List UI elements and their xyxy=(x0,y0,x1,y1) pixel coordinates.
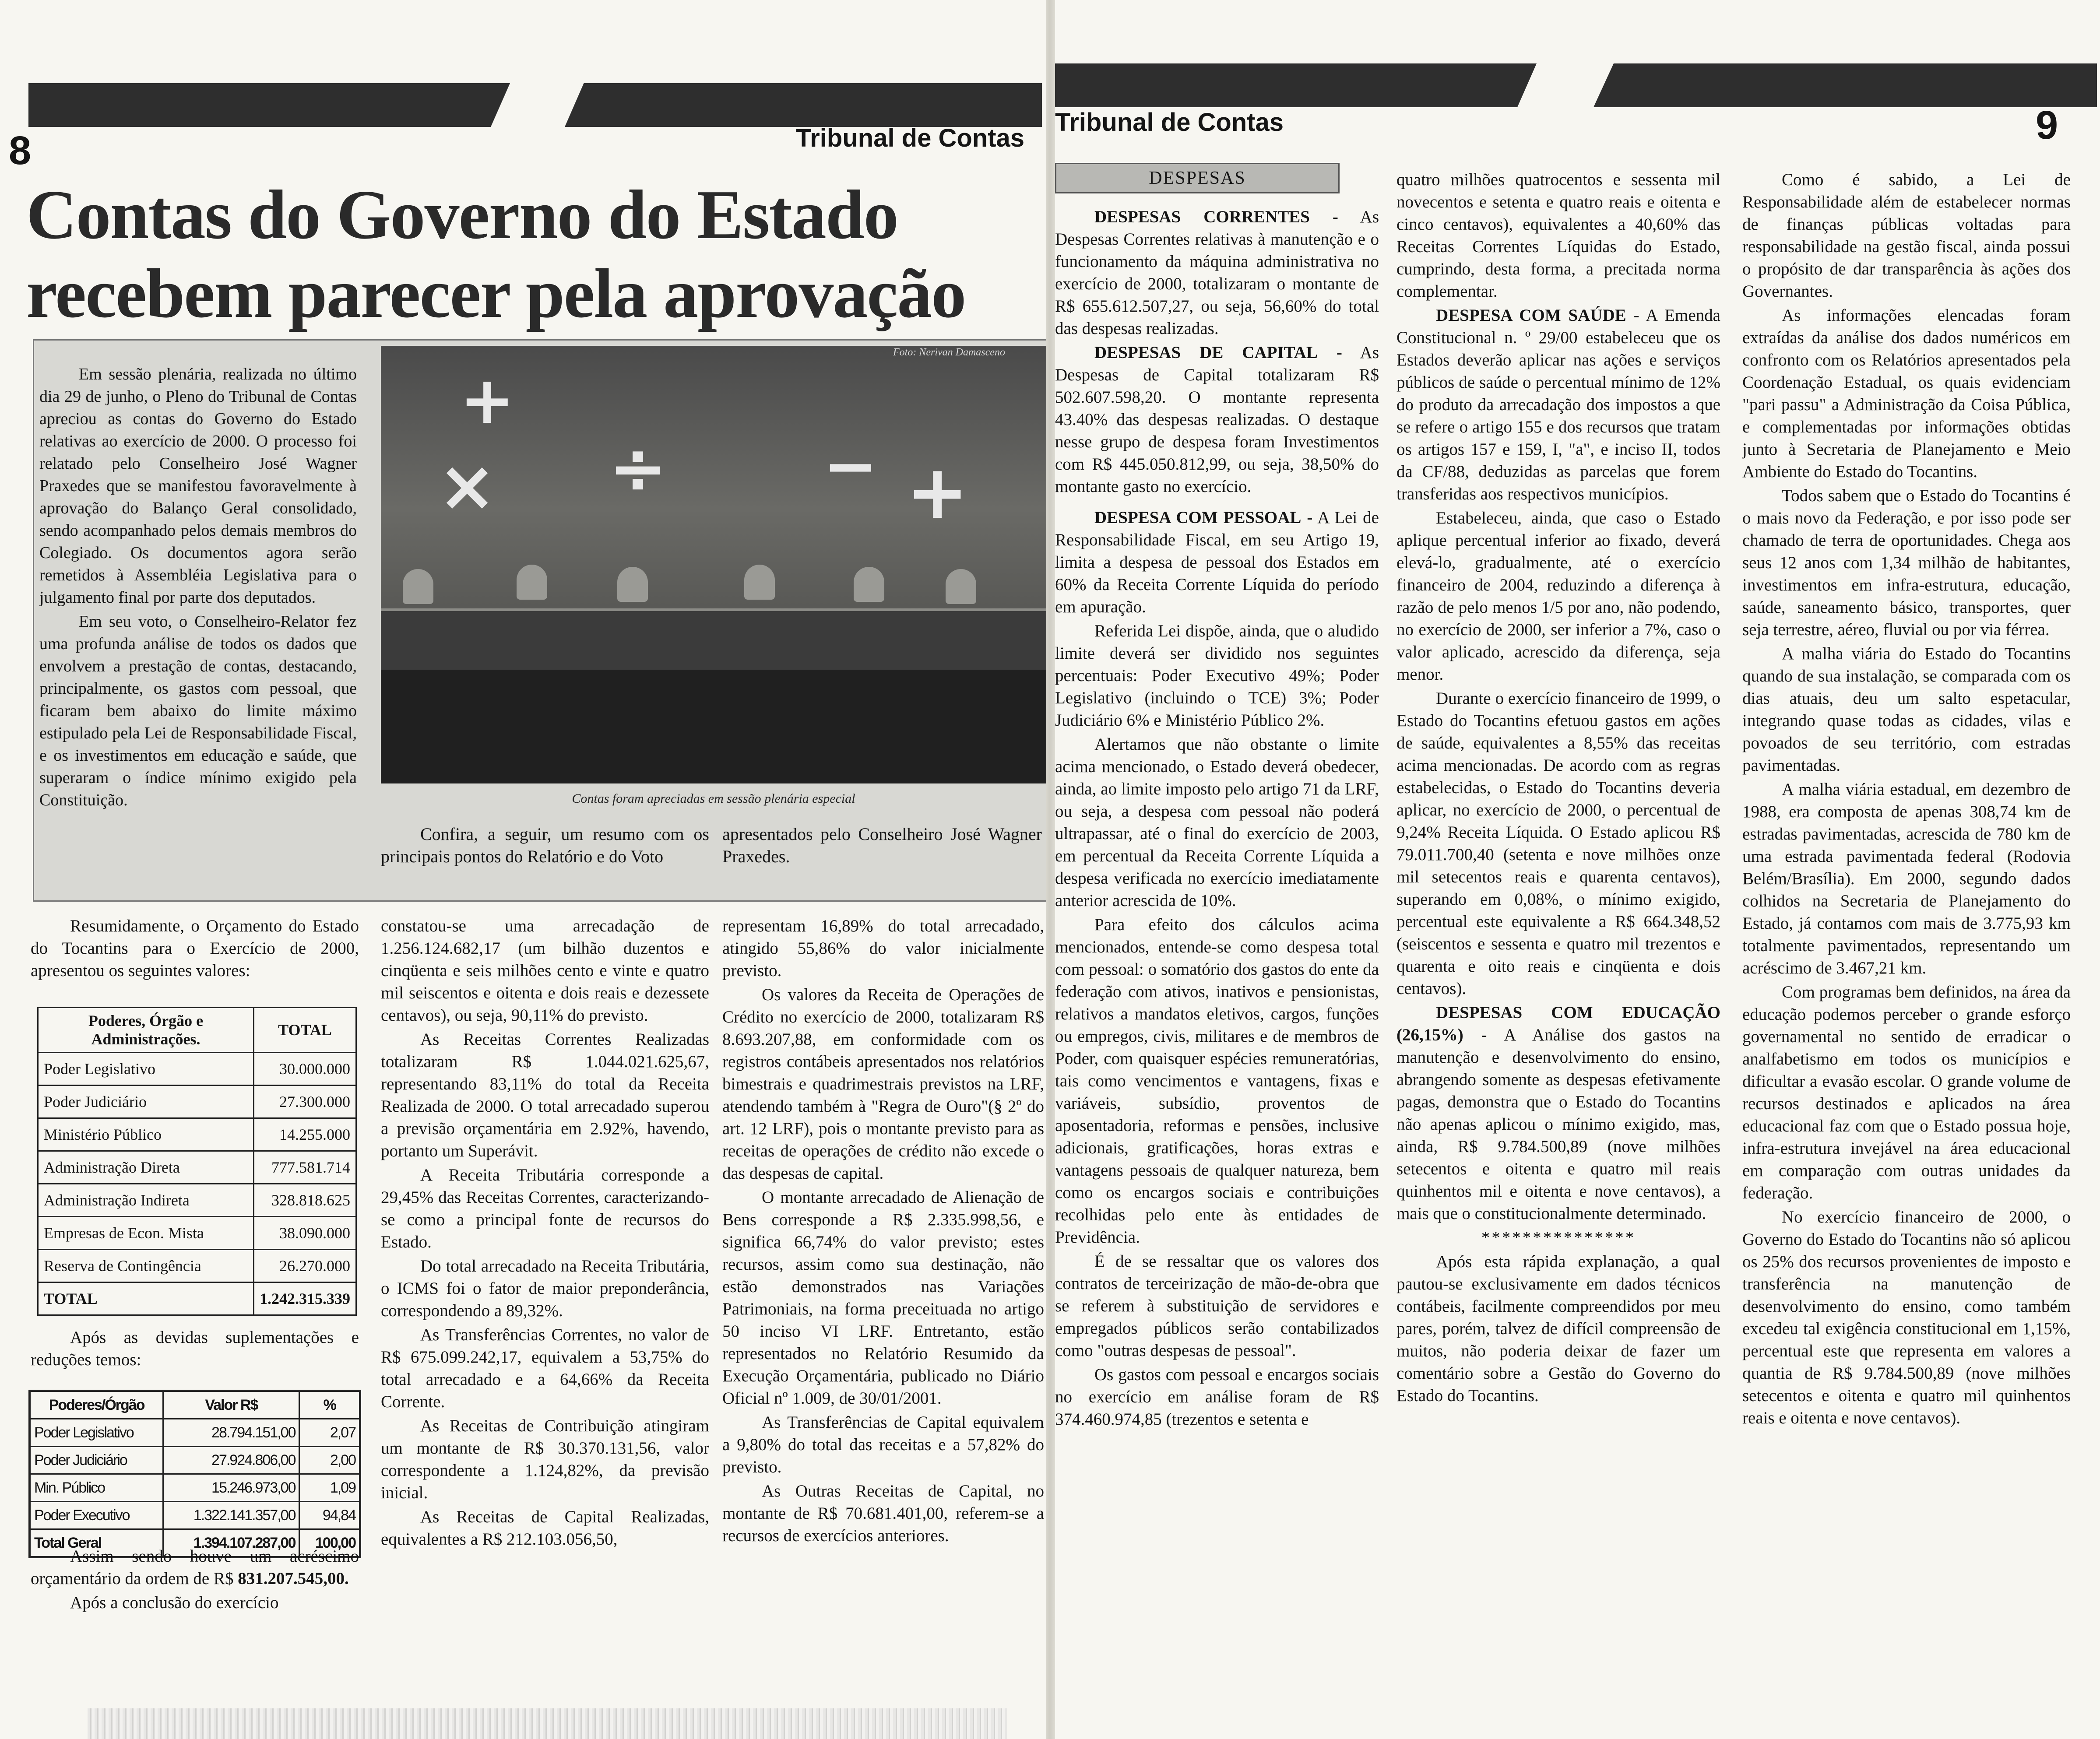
minus-symbol: − xyxy=(823,428,878,504)
divide-symbol: ÷ xyxy=(609,427,668,509)
table-row: Poder Legislativo 30.000.000 xyxy=(38,1053,356,1086)
supplement-table: Poderes/Órgão Valor R$ % Poder Legislativo 28.794.151,00 2,07 Poder Judiciário 27.924.806,00 2,00 Min. Público 15.246.973,00 1,09 Poder Executivo 1.322.141.357,00 94,84 Total Geral 1.394.107.287,00 100,00 xyxy=(28,1390,361,1558)
photo-caption: Contas foram apreciadas em sessão plenária especial xyxy=(572,791,855,806)
plus-symbol: + xyxy=(906,449,969,536)
paragraph: A malha viária estadual, em dezembro de 1988, era composta de apenas 308,74 km de estradas pavimentadas, acrescida de 780 km de uma estrada pavimentada federal (Rodovia Belém/Brasília). Em 2000, segundo dados colhidos na Secretaria de Planejamento do Estado, já contamos com mais de 3.775,93 km totalmente pavimentados, representando um acréscimo de 3.467,21 km. xyxy=(1742,780,2071,977)
left-column-3 xyxy=(722,915,1044,1676)
table-row: Poder Judiciário 27.924.806,00 2,00 xyxy=(30,1447,360,1474)
left-column-2 xyxy=(381,915,709,1676)
paragraph: É de se ressaltar que os valores dos contratos de terceirização de mão-de-obra que se referem à substituição de servidores e empregados públicos serão contabilizados como "outras despesas de pessoal". xyxy=(1055,1252,1379,1360)
paragraph: DESPESA COM PESSOAL - A Lei de Responsabilidade Fiscal, em seu Artigo 19, limita a despesa de pessoal dos Estados em 60% da Receita Corrente Líquida do período em apuração. xyxy=(1055,508,1379,616)
table-row: Reserva de Contingência 26.270.000 xyxy=(38,1250,356,1282)
person xyxy=(403,569,433,604)
paragraph: quatro milhões quatrocentos e sessenta mil novecentos e setenta e quatro reais e oitenta e cinco centavos), equivalentes a 40,60% das Receitas Correntes Líquidas do Estado, cumprindo, desta forma, a precitada norma complementar. xyxy=(1396,170,1720,301)
paragraph: Os gastos com pessoal e encargos sociais no exercício em análise foram de R$ 374.460.974,85 (trezentos e setenta e xyxy=(1055,1365,1379,1429)
paragraph: Referida Lei dispõe, ainda, que o aludido limite deverá ser dividido nos seguintes percentuais: Poder Executivo 49%; Poder Legislativo (incluindo o TCE) 3%; Poder Judiciário 6% e Ministério Público 2%. xyxy=(1055,622,1379,730)
paragraph: As Receitas de Capital Realizadas, equivalentes a R$ 212.103.056,50, xyxy=(381,1507,709,1549)
right-column-1 xyxy=(1055,206,1379,1659)
paragraph: representam 16,89% do total arrecadado, atingido 55,86% do valor inicialmente previsto. xyxy=(722,917,1044,980)
table-row: Min. Público 15.246.973,00 1,09 xyxy=(30,1474,360,1502)
table-row: Poder Legislativo 28.794.151,00 2,07 xyxy=(30,1419,360,1447)
left-page xyxy=(0,0,1046,1739)
table-row: Administração Indireta 328.818.625 xyxy=(38,1184,356,1217)
photo-credit: Foto: Nerivan Damasceno xyxy=(893,347,1005,358)
person xyxy=(517,565,547,600)
box-column-3: apresentados pelo Conselheiro José Wagner Praxedes. xyxy=(722,824,1042,866)
paragraph: Os valores da Receita de Operações de Crédito no exercício de 2000, totalizaram R$ 8.693.207,88, em conformidade com os registros contábeis apresentados nos relatórios bimestrais e quadrimestrais previstos na LRF, atendendo também à "Regra de Ouro"(§ 2º do art. 12 LRF), pois o montante previsto para as receitas de operações de crédito não excede o das despesas de capital. xyxy=(722,985,1044,1183)
cross-symbol: + xyxy=(460,362,515,439)
paragraph: DESPESA COM SAÚDE - A Emenda Constitucional n. º 29/00 estabeleceu que os Estados deverão aplicar nas ações e serviços públicos de saúde o percentual mínimo de 12% do produto da arrecadação dos impostos a que se refere o artigo 155 e dos recursos que tratam os artigos 157 e 159, I, "a", e inciso II, todos da CF/88, deduzidas as parcelas que forem transferidas aos respectivos municípios. xyxy=(1396,306,1720,503)
page-number: 9 xyxy=(2036,103,2058,148)
session-photo xyxy=(381,346,1046,783)
table-row: Poder Executivo 1.322.141.357,00 94,84 xyxy=(30,1502,360,1529)
header-bar-right-1 xyxy=(1055,63,1537,107)
paragraph: Após as devidas suplementações e reduções temos: xyxy=(31,1328,359,1369)
table-row: Empresas de Econ. Mista 38.090.000 xyxy=(38,1217,356,1250)
header-bar-right-2 xyxy=(1593,63,2097,107)
paragraph: Com programas bem definidos, na área da educação podemos perceber o grande esforço governamental no sentido de erradicar o analfabetismo em todos os municípios e dificultar a evasão escolar. O grande volume de recursos destinados e aplicados na área educacional faz com que o Estado possua hoje, infra-estrutura invejável na área educacional em comparação com outras unidades da federação. xyxy=(1742,983,2071,1202)
paragraph: Assim sendo houve um acréscimo orçamentário da ordem de R$ 831.207.545,00. xyxy=(31,1547,359,1588)
person xyxy=(946,569,976,604)
scan-strip xyxy=(88,1708,1007,1739)
paragraph: Resumidamente, o Orçamento do Estado do Tocantins para o Exercício de 2000, apresentou os seguintes valores: xyxy=(31,917,359,980)
paragraph: A malha viária do Estado do Tocantins quando de sua instalação, se comparada com os dias atuais, deu um salto espetacular, integrando quase todas as cidades, vilas e povoados de seu território, com estradas pavimentadas. xyxy=(1742,644,2071,775)
paragraph: No exercício financeiro de 2000, o Governo do Estado do Tocantins não só aplicou os 25% dos recursos provenientes de imposto e transferência na manutenção de desenvolvimento do ensino, como também excedeu tal exigência constitucional em 1,15%, percentual este que representa em valores a quantia de R$ 9.784.500,89 (nove milhões setecentos e oitenta e quatro mil quinhentos reais e oitenta e nove centavos). xyxy=(1742,1208,2071,1427)
person xyxy=(744,565,775,600)
section-title: Tribunal de Contas xyxy=(796,124,1025,152)
table-total-row: TOTAL 1.242.315.339 xyxy=(38,1282,356,1315)
right-column-2 xyxy=(1396,169,1720,1665)
paragraph: A Receita Tributária corresponde a 29,45% das Receitas Correntes, caracterizando-se como a principal fonte de recursos do Estado. xyxy=(381,1166,709,1251)
table-row: Ministério Público 14.255.000 xyxy=(38,1118,356,1151)
headline-line-2: recebem parecer pela aprovação xyxy=(26,254,966,332)
person xyxy=(854,567,884,602)
headline-line-1: Contas do Governo do Estado xyxy=(26,176,898,253)
paragraph: As Receitas de Contribuição atingiram um montante de R$ 30.370.131,56, valor correspondente a 1.124,82%, da previsão inicial. xyxy=(381,1416,709,1502)
budget-table xyxy=(37,1007,357,1316)
paragraph: DESPESAS COM EDUCAÇÃO (26,15%) - A Análise dos gastos na manutenção e desenvolvimento do ensino, abrangendo somente as despesas efetivamente pagas, demonstra que o Estado do Tocantins não apenas aplicou o mínimo exigido, mas, ainda, R$ 9.784.500,89 (nove milhões setecentos e oitenta e quatro mil reais quinhentos mil e oitenta e nove centavos), a mais que o constitucionalmente determinado. xyxy=(1396,1003,1720,1223)
paragraph: Do total arrecadado na Receita Tributária, o ICMS foi o fator de maior preponderância, correspondendo a 89,32%. xyxy=(381,1257,709,1320)
header-bar-left-1 xyxy=(28,83,510,127)
paragraph: Para efeito dos cálculos acima mencionados, entende-se como despesa total com pessoal: o somatório dos gastos do ente da federação com ativos, inativos e pensionistas, relativos a mandatos eletivos, cargos, funções ou empregos, civis, militares e de membros de Poder, com quaisquer espécies remuneratórias, tais como vencimentos e vantagens, fixas e variáveis, subsídio, proventos de aposentadoria, reformas e pensões, inclusive adicionais, gratificações, horas extras e vantagens pessoais de qualquer natureza, bem como os encargos sociais e contribuições recolhidas pelo ente às entidades de Previdência. xyxy=(1055,915,1379,1247)
person xyxy=(617,567,648,602)
header-bar-left-2 xyxy=(565,83,1042,127)
paragraph: As Transferências de Capital equivalem a 9,80% do total das receitas e a 57,82% do previsto. xyxy=(722,1413,1044,1476)
paragraph: constatou-se uma arrecadação de 1.256.124.682,17 (um bilhão duzentos e cinqüenta e seis milhões cento e vinte e quatro mil seiscentos e oitenta e dois reais e dezessete centavos), ou seja, 90,11% do previsto. xyxy=(381,917,709,1025)
paragraph: As Transferências Correntes, no valor de R$ 675.099.242,17, equivalem a 53,75% do total arrecadado e a 64,66% da Receita Corrente. xyxy=(381,1325,709,1411)
paragraph: Após a conclusão do exercício xyxy=(70,1593,279,1612)
paragraph: O montante arrecadado de Alienação de Bens corresponde a R$ 2.335.998,56, e significa 66,74% do valor previsto; estes recursos, assim como sua destinação, não estão demonstrados nas Variações Patrimoniais, na forma preceituada no artigo 50 inciso VI LRF. Entretanto, estão representados no Relatório Resumido da Execução Orçamentária, publicado no Diário Oficial nº 1.009, de 30/01/2001. xyxy=(722,1188,1044,1408)
paragraph: DESPESAS CORRENTES - As Despesas Correntes relativas à manutenção e o funcionamento da máquina administrativa no exercício de 2000, totalizaram o montante de R$ 655.612.507,27, ou seja, 56,60% do total das despesas realizadas. xyxy=(1055,207,1379,338)
paragraph: DESPESAS DE CAPITAL - As Despesas de Capital totalizaram R$ 502.607.598,20. O montante representa 43.40% das despesas realizadas. O destaque nesse grupo de despesa foram Investimentos com R$ 445.050.812,99, ou seja, 38,50% do montante gasto no exercício. xyxy=(1055,343,1379,496)
table-total-row: Total Geral 1.394.107.287,00 100,00 xyxy=(30,1529,360,1557)
paragraph: As informações elencadas foram extraídas da análise dos dados numéricos em confronto com os Relatórios apresentados pela Coordenação Estadual, os quais evidenciam "pari passu" a Administração da Coisa Pública, e complementadas por informações obtidas junto à Secretaria de Planejamento e Meio Ambiente do Estado do Tocantins. xyxy=(1742,306,2071,481)
table-row: Administração Direta 777.581.714 xyxy=(38,1151,356,1184)
paragraph: As Outras Receitas de Capital, no montante de R$ 70.681.401,00, referem-se a recursos de exercícios anteriores. xyxy=(722,1482,1044,1545)
section-title: Tribunal de Contas xyxy=(1055,108,1284,137)
table-header: TOTAL xyxy=(254,1008,356,1053)
intro-text xyxy=(39,363,357,813)
paragraph: Após esta rápida explanação, a qual pautou-se exclusivamente em dados técnicos contábeis, facilmente compreendidos por meu pares, porém, talvez de difícil compreensão de muitos, não poderia deixar de fazer um comentário sobre a Gestão do Governo do Estado do Tocantins. xyxy=(1396,1252,1720,1405)
table-row: Poder Judiciário 27.300.000 xyxy=(38,1086,356,1118)
left-column-1-mid xyxy=(31,1326,359,1373)
paragraph: Alertamos que não obstante o limite acima mencionado, o Estado deverá obedecer, ainda, ao limite imposto pelo artigo 71 da LRF, ou seja, a despesa com pessoal não poderá ultrapassar, até o final do exercício de 2003, em percentual da Receita Corrente Líquida a despesa verificada no exercício imediatamente anterior acrescida de 10%. xyxy=(1055,735,1379,910)
paragraph: Como é sabido, a Lei de Responsabilidade além de estabelecer normas de finanças públicas voltadas para responsabilidade na gestão fiscal, ainda possui o propósito de dar transparência às ações dos Governantes. xyxy=(1742,170,2071,301)
paragraph: Estabeleceu, ainda, que caso o Estado aplique percentual inferior ao fixado, deverá elevá-lo, gradualmente, até o exercício financeiro de 2004, reduzindo a diferença à razão de pelo menos 1/5 por ano, não podendo, no exercício de 2000, ser inferior a 7%, caso o valor aplicado, acrescido da diferença, seja menor. xyxy=(1396,509,1720,684)
table-header: Poderes, Órgão e Administrações. xyxy=(38,1008,254,1053)
paragraph: Durante o exercício financeiro de 1999, o Estado do Tocantins efetuou gastos em ações de saúde, equivalentes a 8,55% das receitas acima mencionadas. De acordo com as regras estabelecidas, o Estado do Tocantins deveria aplicar, no exercício de 2000, o percentual de 9,24% Receita Líquida. O Estado aplicou R$ 79.011.700,40 (setenta e nove milhões onze mil setecentos reais e quarenta centavos), superando em 0,08%, o mínimo exigido, percentual este equivalente a R$ 664.348,52 (seiscentos e sessenta e quatro mil trezentos e quarenta e oito reais e cinqüenta e dois centavos). xyxy=(1396,689,1720,998)
right-column-3 xyxy=(1742,169,2071,1665)
paragraph: Todos sabem que o Estado do Tocantins é o mais novo da Federação, e por isso pode ser chamado de terra de oportunidades. Chega aos seus 12 anos com 1,34 milhão de habitantes, investimentos em infra-estrutura, educação, saúde, saneamento básico, transportes, quer seja terrestre, aéreo, fluvial ou por via férrea. xyxy=(1742,486,2071,639)
page-number: 8 xyxy=(9,128,32,173)
left-column-1-end xyxy=(31,1545,359,1616)
intro-paragraph: Em seu voto, o Conselheiro-Relator fez uma profunda análise de todos os dados que envolvem a prestação de contas, destacando, principalmente, os gastos com pessoal, que ficaram bem abaixo do limite máximo estipulado pela Lei de Responsabilidade Fiscal, e os investimentos em educação e saúde, que superaram o índice mínimo exigido pela Constituição. xyxy=(39,612,357,809)
times-symbol: × xyxy=(438,445,497,527)
intro-paragraph: Em sessão plenária, realizada no último dia 29 de junho, o Pleno do Tribunal de Contas apreciou as contas do Governo do Estado relativas ao exercício de 2000. O processo foi relatado pelo Conselheiro José Wagner Praxedes que se manifestou favoravelmente à aprovação do Balanço Geral consolidado, sendo acompanhado pelos demais membros do Colegiado. Os documentos agora serão remetidos à Assembléia Legislativa para o julgamento final por parte dos deputados. xyxy=(39,365,357,607)
box-column-2: Confira, a seguir, um resumo com os principais pontos do Relatório e do Voto xyxy=(381,824,709,866)
paragraph: As Receitas Correntes Realizadas totalizaram R$ 1.044.021.625,67, representando 83,11% do total da Receita Realizada de 2000. O total arrecadado superou a previsão orçamentária em 2.92%, havendo, portanto um Superávit. xyxy=(381,1030,709,1160)
section-slug: DESPESAS xyxy=(1055,163,1340,193)
separator: *************** xyxy=(1481,1228,1636,1247)
